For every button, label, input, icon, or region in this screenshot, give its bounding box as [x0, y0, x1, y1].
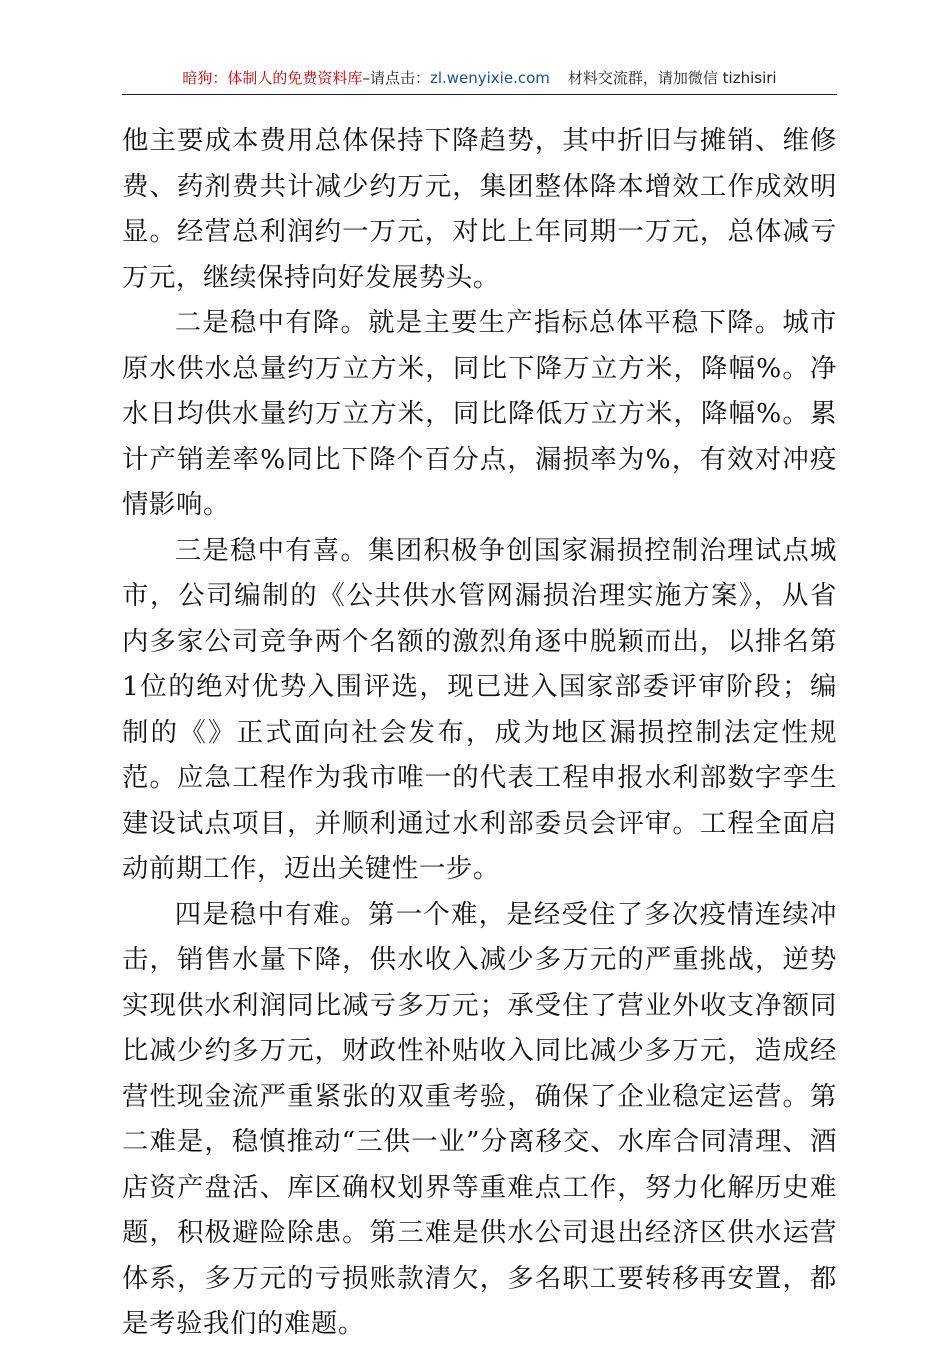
header-wechat-note: 材料交流群，请加微信 tizhisiri — [567, 69, 777, 87]
paragraph-stable-decline: 二是稳中有降。就是主要生产指标总体平稳下降。城市原水供水总量约万立方米，同比下降万立方米，降幅%。净水日均供水量约万立方米，同比降低万立方米，降幅%。累计产销差率%同比下降个百分点，漏损率为%，有效对冲疫情影响。 — [122, 307, 837, 520]
header-url-link[interactable]: zl.wenyixie.com — [429, 69, 550, 87]
paragraph-stable-joy: 三是稳中有喜。集团积极争创国家漏损控制治理试点城市，公司编制的《公共供水管网漏损治理实施方案》，从省内多家公司竞争两个名额的激烈角逐中脱颖而出，以排名第1位的绝对优势入围评选，现已进入国家部委评审阶段；编制的《》正式面向社会发布，成为地区漏损控制法定性规范。应急工程作为我市唯一的代表工程申报水利部数字孪生建设试点项目，并顺利通过水利部委员会评审。工程全面启动前期工作，迈出关键性一步。 — [122, 534, 837, 884]
page-header — [122, 62, 837, 95]
header-site-name: 暗狗：体制人的免费资料库 — [182, 69, 363, 87]
document-body — [122, 118, 837, 1347]
header-click-prompt: –请点击： — [362, 69, 430, 87]
paragraph-continued: 他主要成本费用总体保持下降趋势，其中折旧与摊销、维修费、药剂费共计减少约万元，集团整体降本增效工作成效明显。经营总利润约一万元，对比上年同期一万元，总体减亏万元，继续保持向好发展势头。 — [122, 125, 837, 293]
paragraph-stable-difficulty: 四是稳中有难。第一个难，是经受住了多次疫情连续冲击，销售水量下降，供水收入减少多万元的严重挑战，逆势实现供水利润同比减亏多万元；承受住了营业外收支净额同比减少约多万元，财政性补贴收入同比减少多万元，造成经营性现金流严重紧张的双重考验，确保了企业稳定运营。第二难是，稳慎推动“三供一业”分离移交、水库合同清理、酒店资产盘活、库区确权划界等重难点工作，努力化解历史难题，积极避险除患。第三难是供水公司退出经济区供水运营体系，多万元的亏损账款清欠，多名职工要转移再安置，都是考验我们的难题。 — [122, 898, 837, 1339]
